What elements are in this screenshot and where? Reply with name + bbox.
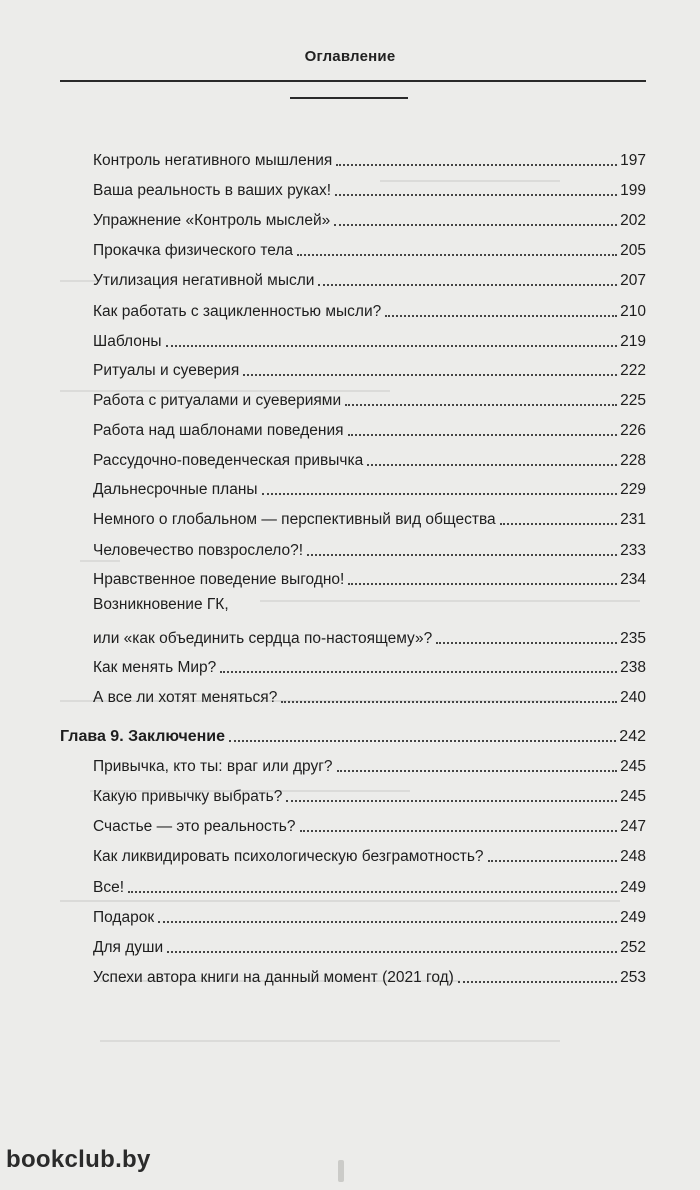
toc-entry	[93, 327, 646, 351]
dot-leader	[286, 798, 617, 802]
dot-leader	[318, 282, 617, 286]
dot-leader	[348, 432, 618, 436]
toc-page-number: 219	[620, 333, 646, 350]
toc-entry-label: Как ликвидировать психологическую безграмотность?	[93, 848, 484, 865]
toc-page-number: 247	[620, 818, 646, 835]
toc-entry-label: Нравственное поведение выгодно!	[93, 571, 345, 588]
dot-leader	[500, 521, 617, 525]
toc-entry-label: Глава 9. Заключение	[60, 728, 226, 745]
toc-entry	[93, 146, 646, 170]
toc-entry	[93, 903, 646, 927]
toc-page-number: 249	[620, 879, 646, 896]
toc-entry	[93, 653, 646, 677]
toc-entry	[93, 842, 646, 866]
dot-leader	[367, 462, 617, 466]
toc-entry-label: Счастье — это реальность?	[93, 818, 296, 835]
toc-entry	[93, 812, 646, 836]
toc-page-number: 234	[620, 571, 646, 588]
toc-entry	[93, 266, 646, 290]
toc-entry	[93, 933, 646, 957]
toc-entry	[93, 475, 646, 499]
toc-entry-label: Все!	[93, 879, 125, 896]
dot-leader	[281, 699, 617, 703]
toc-page-number: 253	[620, 969, 646, 986]
toc-entry-label: Ваша реальность в ваших руках!	[93, 182, 332, 199]
dot-leader	[307, 552, 617, 556]
toc-entry-label: Успехи автора книги на данный момент (2021 год)	[93, 969, 454, 986]
dot-leader	[335, 192, 617, 196]
dot-leader	[458, 979, 617, 983]
dot-leader	[220, 669, 617, 673]
dot-leader	[300, 828, 618, 832]
toc-entry-label-line1: Возникновение ГК,	[93, 596, 229, 613]
toc-entry-label: Человечество повзрослело?!	[93, 542, 304, 559]
dot-leader	[337, 768, 618, 772]
toc-page-number: 229	[620, 481, 646, 498]
toc-page-number: 252	[620, 939, 646, 956]
dot-leader	[385, 313, 617, 317]
toc-entry-label: или «как объединить сердца по-настоящему»?	[93, 630, 433, 647]
toc-page-number: 199	[620, 182, 646, 199]
toc-entry	[93, 206, 646, 230]
toc-entry	[93, 297, 646, 321]
toc-entry-label: Прокачка физического тела	[93, 242, 294, 259]
toc-entry-label: Работа над шаблонами поведения	[93, 422, 344, 439]
toc-entry	[93, 236, 646, 260]
dot-leader	[345, 402, 617, 406]
dot-leader	[262, 491, 618, 495]
dot-leader	[158, 919, 617, 923]
toc-entry-label: Дальнесрочные планы	[93, 481, 258, 498]
toc-entry	[93, 873, 646, 897]
toc-entry	[93, 782, 646, 806]
page-number-mark	[338, 1160, 344, 1182]
toc-entry	[93, 446, 646, 470]
toc-entry-label: Привычка, кто ты: враг или друг?	[93, 758, 333, 775]
toc-page-number: 249	[620, 909, 646, 926]
page-header: Оглавление	[304, 48, 396, 65]
dot-leader	[488, 858, 618, 862]
toc-entry	[93, 505, 646, 529]
toc-entry-label: Немного о глобальном — перспективный вид общества	[93, 511, 496, 528]
toc-page-number: 238	[620, 659, 646, 676]
toc-entry-label: Подарок	[93, 909, 155, 926]
toc-page-number: 210	[620, 303, 646, 320]
toc-entry-label: Контроль негативного мышления	[93, 152, 333, 169]
toc-entry-label: Какую привычку выбрать?	[93, 788, 283, 805]
toc-page-number: 242	[619, 728, 646, 745]
toc-entry	[93, 683, 646, 707]
toc-entry-label: Ритуалы и суеверия	[93, 362, 240, 379]
dot-leader	[243, 372, 617, 376]
toc-entry	[93, 752, 646, 776]
toc-page-number: 245	[620, 788, 646, 805]
toc-entry-label: Рассудочно-поведенческая привычка	[93, 452, 364, 469]
toc-entry	[93, 624, 646, 648]
toc-page-number: 226	[620, 422, 646, 439]
dot-leader	[436, 640, 617, 644]
dot-leader	[229, 738, 616, 742]
toc-page-number: 233	[620, 542, 646, 559]
toc-entry	[93, 356, 646, 380]
toc-page-number: 197	[620, 152, 646, 169]
toc-entry	[93, 386, 646, 410]
toc-page-number: 207	[620, 272, 646, 289]
toc-entry-label: Для души	[93, 939, 164, 956]
toc-entry-label: Шаблоны	[93, 333, 162, 350]
toc-entry	[93, 963, 646, 987]
toc-entry-label: Как работать с зацикленностью мысли?	[93, 303, 382, 320]
toc-entry	[93, 416, 646, 440]
toc-page-number: 248	[620, 848, 646, 865]
toc-entry-label: А все ли хотят меняться?	[93, 689, 278, 706]
toc-entry-label: Упражнение «Контроль мыслей»	[93, 212, 331, 229]
dot-leader	[297, 252, 617, 256]
dot-leader	[166, 343, 618, 347]
toc-page-number: 245	[620, 758, 646, 775]
toc-entry-label: Утилизация негативной мысли	[93, 272, 315, 289]
toc-page-number: 222	[620, 362, 646, 379]
toc-entry	[93, 176, 646, 200]
toc-chapter	[60, 722, 646, 746]
dot-leader	[167, 949, 617, 953]
toc-page-number: 205	[620, 242, 646, 259]
dot-leader	[128, 889, 617, 893]
dot-leader	[334, 222, 617, 226]
toc-page-number: 228	[620, 452, 646, 469]
toc-page-number: 240	[620, 689, 646, 706]
toc-entry	[93, 536, 646, 560]
toc-entry-label: Работа с ритуалами и суевериями	[93, 392, 342, 409]
dot-leader	[336, 162, 617, 166]
toc-entry	[93, 565, 646, 589]
watermark-bookclub: bookclub.by	[6, 1146, 151, 1173]
dot-leader	[348, 581, 617, 585]
toc-page-number: 225	[620, 392, 646, 409]
toc-page-number: 235	[620, 630, 646, 647]
toc-page-number: 231	[620, 511, 646, 528]
toc-entry-label: Как менять Мир?	[93, 659, 217, 676]
toc-page-number: 202	[620, 212, 646, 229]
